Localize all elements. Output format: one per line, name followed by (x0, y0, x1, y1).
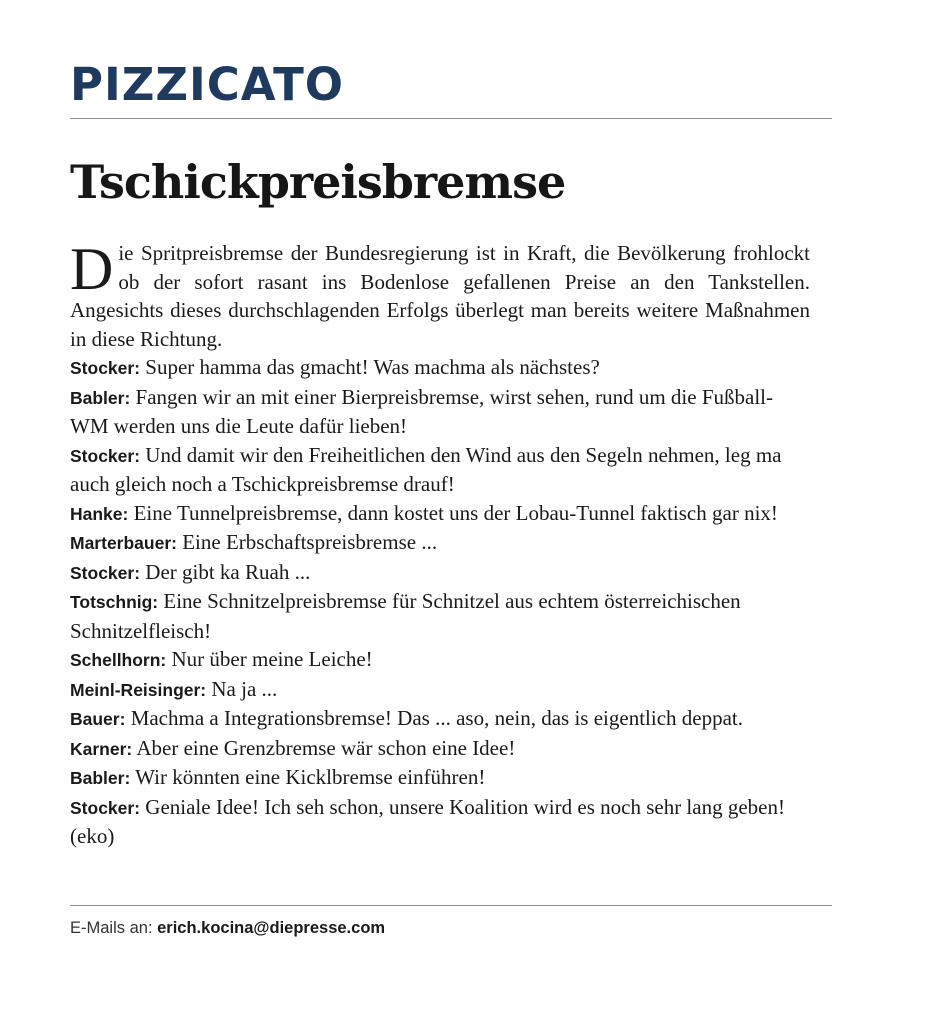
speaker-name: Stocker: (70, 797, 141, 818)
dialogue-text: Eine Erbschaftspreisbremse ... (182, 530, 438, 554)
article-body (70, 236, 810, 895)
intro-text: ie Spritpreisbremse der Bundesregierung ist in Kraft, die Bevölkerung frohlockt ob der sofort rasant ins Bodenlose gefallenen Preise an den Tankstellen. Angesichts dieses durchschlagenden Erfolgs überlegt man bereits weitere Maßnahmen in diese Richtung. (70, 241, 810, 351)
dialogue-line (70, 704, 810, 734)
speaker-name: Karner: (70, 738, 133, 759)
speaker-name: Stocker: (70, 562, 141, 583)
dialogue-line (70, 383, 810, 441)
dialogue-text: Na ja ... (211, 676, 278, 701)
dialogue-text: Super hamma das gmacht! Was machma als nächstes? (145, 355, 600, 379)
dialogue-line (70, 499, 810, 529)
dialogue-text: Der gibt ka Ruah ... (145, 559, 311, 584)
dialogue-text: Aber eine Grenzbremse wär schon eine Idee! (136, 735, 516, 760)
dialogue-line (70, 528, 810, 558)
dialogue-text: Nur über meine Leiche! (171, 647, 373, 671)
dialogue-line (70, 441, 810, 499)
speaker-name: Babler: (70, 768, 131, 788)
speaker-name: Bauer: (70, 709, 126, 729)
dialogue-line (70, 645, 810, 675)
dialogue-text: Wir könnten eine Kicklbremse einführen! (135, 765, 486, 789)
dialogue-text: Eine Schnitzelpreisbremse für Schnitzel aus echtem österreichischen Schnitzelfleisch! (70, 589, 741, 643)
dialogue-text: Fangen wir an mit einer Bierpreisbremse, wirst sehen, rund um die Fußball-WM werden uns die Leute dafür lieben! (70, 384, 773, 438)
speaker-name: Babler: (70, 387, 131, 408)
drop-cap: D (70, 236, 114, 302)
speaker-name: Marterbauer: (70, 533, 177, 553)
intro-paragraph (70, 236, 810, 353)
bottom-divider (70, 905, 832, 906)
dialogue-line (70, 587, 810, 645)
dialogue-text: Eine Tunnelpreisbremse, dann kostet uns der Lobau-Tunnel faktisch gar nix! (133, 500, 778, 525)
contact-footer (70, 919, 832, 938)
footer-label: E-Mails an: (70, 919, 153, 937)
dialogue-text: Geniale Idee! Ich seh schon, unsere Koalition wird es noch sehr lang geben! (eko) (70, 794, 785, 848)
dialogue-line (70, 558, 810, 588)
dialogue-line (70, 734, 810, 764)
dialogue-line (70, 353, 810, 383)
dialogue-line (70, 675, 810, 705)
article-column (70, 48, 832, 938)
speaker-name: Schellhorn: (70, 650, 167, 670)
top-divider (70, 118, 832, 119)
dialogue-line (70, 793, 810, 851)
speaker-name: Totschnig: (70, 592, 159, 612)
speaker-name: Hanke: (70, 503, 129, 524)
dialogue-line (70, 763, 810, 793)
contact-email: erich.kocina@diepresse.com (157, 919, 386, 937)
speaker-name: Stocker: (70, 445, 141, 466)
speaker-name: Stocker: (70, 358, 141, 378)
section-rubric: PIZZICATO (70, 58, 345, 111)
dialogue-text: Machma a Integrationsbremse! Das ... aso, nein, das is eigentlich deppat. (130, 706, 743, 730)
speaker-name: Meinl-Reisinger: (70, 679, 207, 700)
dialogue-text: Und damit wir den Freiheitlichen den Wind aus den Segeln nehmen, leg ma auch gleich noch a Tschickpreisbremse drauf! (70, 442, 782, 496)
article-headline: Tschickpreisbremse (70, 155, 566, 209)
